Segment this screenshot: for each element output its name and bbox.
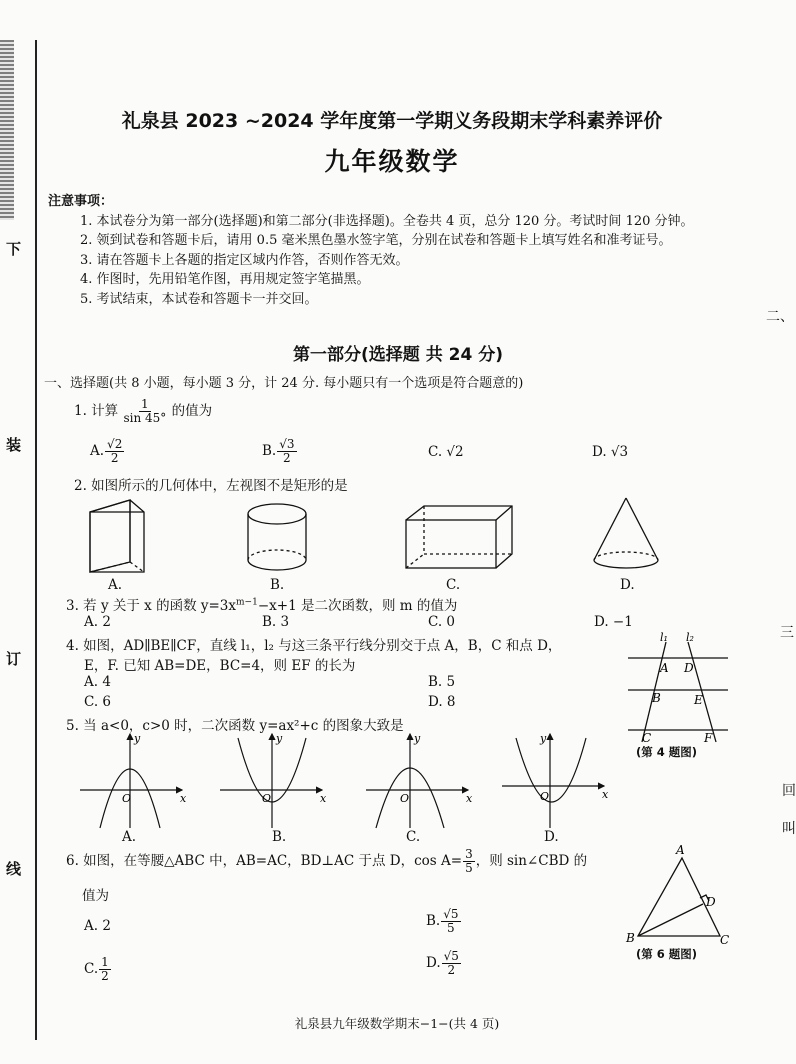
label-l1: l₁	[660, 631, 668, 644]
graph-c-o: O	[400, 792, 410, 805]
tri-point-D: D	[706, 895, 716, 909]
q6-option-c-frac	[99, 956, 111, 983]
q2-option-b-label: B.	[270, 577, 285, 593]
tri-point-A: A	[676, 843, 685, 857]
q6-option-d-label: D.	[426, 955, 441, 971]
triangular-prism-shape	[90, 500, 144, 572]
q1-option-a-num: √2	[107, 437, 123, 451]
point-E: E	[694, 693, 703, 707]
cone-shape	[594, 498, 658, 568]
part1-title: 第一部分(选择题 共 24 分)	[293, 345, 503, 365]
point-C: C	[642, 731, 652, 745]
graph-c	[366, 734, 468, 828]
q1-den: sin 45°	[123, 411, 167, 425]
cylinder-shape	[248, 504, 306, 570]
q6-cos-num: 3	[465, 847, 473, 861]
q2-option-c-label: C.	[446, 577, 461, 593]
scan-noise-strip	[0, 40, 14, 220]
q5-option-d-label: D.	[544, 829, 559, 845]
graph-c-y: y	[414, 732, 421, 745]
q1-prefix: 1. 计算	[74, 403, 119, 419]
graph-d	[502, 734, 604, 828]
q6-cos-den: 5	[465, 861, 473, 875]
right-margin-fragment-1: 二、	[766, 309, 794, 325]
q4-option-a: A. 4	[84, 674, 111, 690]
point-D: D	[684, 661, 694, 675]
graph-b-o: O	[262, 792, 272, 805]
q4-option-b: B. 5	[428, 674, 456, 690]
q1-option-b-frac	[277, 438, 296, 465]
question-1	[74, 398, 212, 425]
q6-option-c-num: 1	[101, 955, 109, 969]
q1-suffix: 的值为	[171, 403, 213, 419]
q6-cos-fraction	[463, 848, 475, 875]
q3-text-post: −x+1 是二次函数，则 m 的值为	[257, 598, 458, 614]
graph-d-x: x	[602, 788, 609, 801]
label-l2: l₂	[686, 631, 694, 644]
q4-figure-caption: (第 4 题图)	[636, 745, 698, 759]
graph-c-x: x	[466, 792, 473, 805]
q3-text-pre: 3. 若 y 关于 x 的函数 y=3x	[66, 598, 237, 614]
page-footer: 礼泉县九年级数学期末−1−(共 4 页)	[294, 1016, 500, 1031]
q1-option-a	[90, 438, 125, 465]
q2-option-a-label: A.	[108, 577, 123, 593]
q6-option-d-den: 2	[447, 963, 456, 977]
q6-figure-caption: (第 6 题图)	[636, 947, 698, 961]
q5-option-c-label: C.	[406, 829, 421, 845]
section1-title: 一、选择题(共 8 小题，每小题 3 分，计 24 分. 每小题只有一个选项是符合题意的)	[44, 376, 524, 391]
graph-d-o: O	[540, 790, 550, 803]
q1-option-b-num: √3	[279, 437, 295, 451]
q3-option-b: B. 3	[262, 614, 290, 630]
q2-solids-figure	[60, 490, 760, 600]
q6-option-c	[84, 956, 112, 983]
q1-option-c: C. √2	[428, 444, 464, 460]
q1-option-d: D. √3	[592, 444, 629, 460]
q4-option-d: D. 8	[428, 694, 456, 710]
point-A: A	[660, 661, 669, 675]
q1-option-b-den: 2	[283, 451, 291, 465]
notes-block	[48, 192, 718, 309]
graph-b	[220, 734, 322, 828]
q6-option-b-frac	[441, 908, 460, 935]
binding-char-ding: 订	[6, 650, 22, 668]
q1-option-a-label: A.	[90, 443, 105, 459]
point-B: B	[652, 691, 661, 705]
q6-option-b-den: 5	[447, 921, 455, 935]
binding-char-xia: 下	[6, 240, 22, 258]
q4-option-c: C. 6	[84, 694, 112, 710]
graph-a-x: x	[180, 792, 187, 805]
q6-text-post: ，则 sin∠CBD 的	[475, 853, 588, 869]
q6-text-pre: 6. 如图，在等腰△ABC 中，AB=AC，BD⊥AC 于点 D，cos A=	[66, 853, 463, 869]
q1-option-b	[262, 438, 298, 465]
q5-option-a-label: A.	[122, 829, 137, 845]
question-3	[66, 594, 457, 614]
tri-point-C: C	[720, 933, 730, 947]
right-margin-fragment-4: 叫	[782, 821, 796, 837]
note-item: 5. 考试结束，本试卷和答题卡一并交回。	[80, 291, 318, 307]
question-6-line2: 值为	[82, 888, 109, 904]
q6-option-d-num: √5	[443, 949, 459, 963]
q5-option-b-label: B.	[272, 829, 287, 845]
q1-num: 1	[141, 397, 149, 411]
q6-option-c-label: C.	[84, 961, 99, 977]
question-5: 5. 当 a<0，c>0 时，二次函数 y=ax²+c 的图象大致是	[66, 718, 404, 734]
note-item: 3. 请在答题卡上各题的指定区域内作答，否则作答无效。	[80, 252, 409, 268]
cuboid-shape	[406, 506, 512, 568]
question-6-line1	[66, 848, 587, 875]
q6-option-a: A. 2	[84, 918, 111, 934]
graph-b-x: x	[320, 792, 327, 805]
question-4-line2: E，F. 已知 AB=DE，BC=4，则 EF 的长为	[84, 658, 356, 674]
q1-option-b-label: B.	[262, 443, 277, 459]
q1-option-a-frac	[105, 438, 124, 465]
subject-title: 九年级数学	[324, 147, 460, 176]
q6-option-b-num: √5	[443, 907, 459, 921]
tri-point-B: B	[626, 931, 635, 945]
question-4-line1: 4. 如图，AD∥BE∥CF，直线 l₁，l₂ 与这三条平行线分别交于点 A，B，C 和点 D，	[66, 638, 562, 654]
q6-option-c-den: 2	[101, 969, 109, 983]
question-2: 2. 如图所示的几何体中，左视图不是矩形的是	[74, 478, 348, 494]
binding-line	[35, 40, 37, 1040]
q3-exponent: m−1	[236, 597, 258, 608]
q2-option-d-label: D.	[620, 577, 635, 593]
right-margin-fragment-3: 回	[782, 783, 796, 799]
graph-b-y: y	[276, 732, 283, 745]
q3-option-d: D. −1	[594, 614, 633, 630]
binding-char-zhuang: 装	[6, 436, 22, 454]
exam-title: 礼泉县 2023 ~2024 学年度第一学期义务段期末学科素养评价	[121, 110, 663, 132]
q4-parallel-lines-figure	[624, 630, 734, 746]
graph-a-o: O	[122, 792, 132, 805]
q6-triangle-figure	[624, 840, 736, 950]
note-item: 1. 本试卷分为第一部分(选择题)和第二部分(非选择题)。全卷共 4 页，总分 120 分。考试时间 120 分钟。	[80, 213, 694, 229]
point-F: F	[704, 731, 713, 745]
right-margin-fragment-2: 三	[780, 625, 794, 641]
q3-option-a: A. 2	[84, 614, 111, 630]
notes-heading: 注意事项：	[48, 194, 114, 209]
q1-option-a-den: 2	[110, 451, 119, 465]
q6-option-b-label: B.	[426, 913, 441, 929]
q6-option-b	[426, 908, 462, 935]
graph-a	[80, 734, 182, 828]
graph-a-y: y	[134, 732, 141, 745]
q6-option-d	[426, 950, 462, 977]
graph-d-y: y	[540, 732, 547, 745]
q5-parabola-graphs	[70, 730, 630, 830]
binding-char-xian: 线	[6, 860, 22, 878]
note-item: 4. 作图时，先用铅笔作图，再用规定签字笔描黑。	[80, 272, 370, 287]
q1-fraction	[123, 398, 166, 425]
q3-option-c: C. 0	[428, 614, 456, 630]
note-item: 2. 领到试卷和答题卡后，请用 0.5 毫米黑色墨水签字笔，分别在试卷和答题卡上填写姓名和准考证号。	[80, 233, 672, 248]
q6-option-d-frac	[442, 950, 461, 977]
